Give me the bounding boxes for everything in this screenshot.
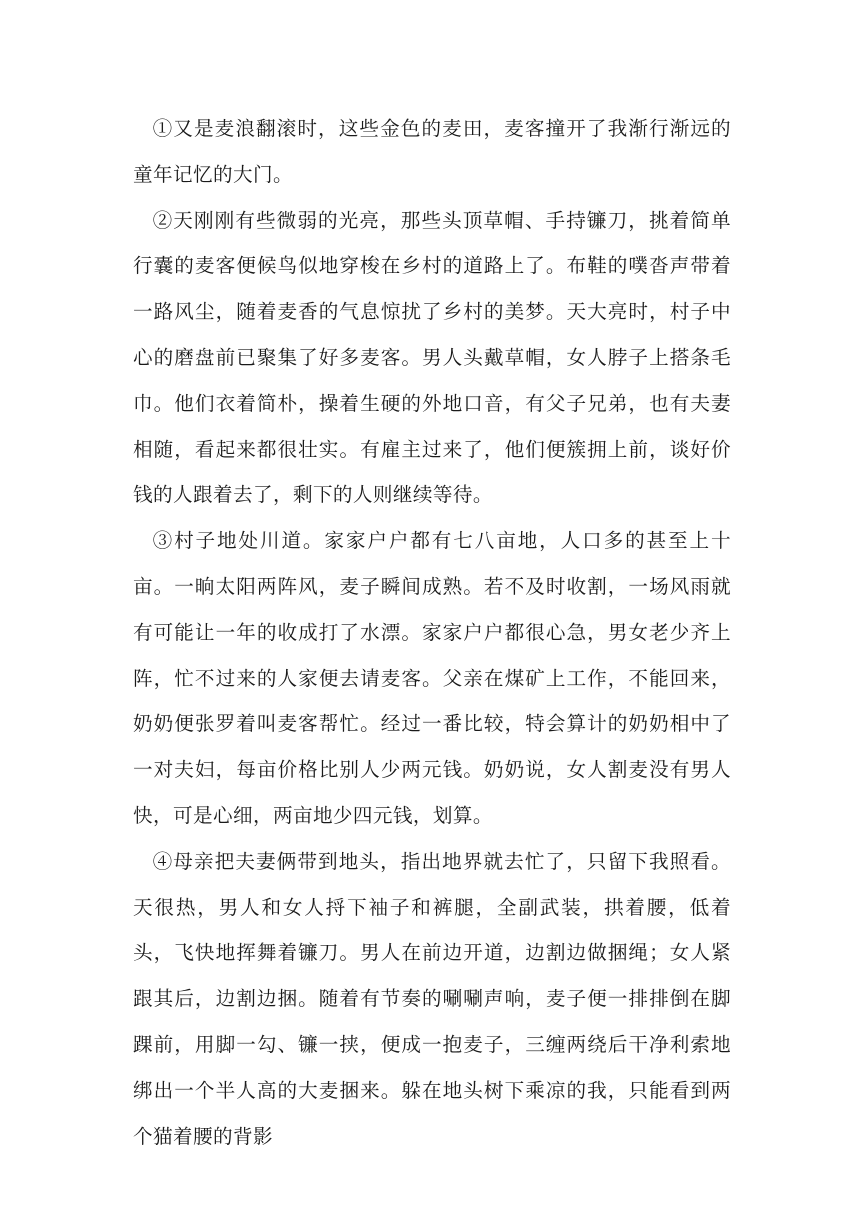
paragraph-2: ②天刚刚有些微弱的光亮，那些头顶草帽、手持镰刀，挑着简单行囊的麦客便候鸟似地穿梭在乡村的道路上了。布鞋的噗沓声带着一路风尘，随着麦香的气息惊扰了乡村的美梦。天大亮时，村子中心的磨盘前已聚集了好多麦客。男人头戴草帽，女人脖子上搭条毛巾。他们衣着简朴，操着生硬的外地口音，有父子兄弟，也有夫妻相随，看起来都很壮实。有雇主过来了，他们便簇拥上前，谈好价钱的人跟着去了，剩下的人则继续等待。 [133,208,731,507]
paragraph-3: ③村子地处川道。家家户户都有七八亩地，人口多的甚至上十亩。一晌太阳两阵风，麦子瞬间成熟。若不及时收割，一场风雨就有可能让一年的收成打了水漂。家家户户都很心急，男女老少齐上阵，忙不过来的人家便去请麦客。父亲在煤矿上工作，不能回来，奶奶便张罗着叫麦客帮忙。经过一番比较，特会算计的奶奶相中了一对夫妇，每亩价格比别人少两元钱。奶奶说，女人割麦没有男人快，可是心细，两亩地少四元钱，划算。 [133,529,731,827]
paragraph-4: ④母亲把夫妻俩带到地头，指出地界就去忙了，只留下我照看。天很热，男人和女人捋下袖子和裤腿，全副武装，拱着腰，低着头，飞快地挥舞着镰刀。男人在前边开道，边割边做捆绳；女人紧跟其后，边割边捆。随着有节奏的唰唰声响，麦子便一排排倒在脚踝前，用脚一勾、镰一挟，便成一抱麦子，三缠两绕后干净利索地绑出一个半人高的大麦捆来。躲在地头树下乘凉的我，只能看到两个猫着腰的背影 [133,849,731,1148]
paragraph-1: ①又是麦浪翻滚时，这些金色的麦田，麦客撞开了我渐行渐远的童年记忆的大门。 [133,117,731,186]
document-page [133,106,731,1206]
